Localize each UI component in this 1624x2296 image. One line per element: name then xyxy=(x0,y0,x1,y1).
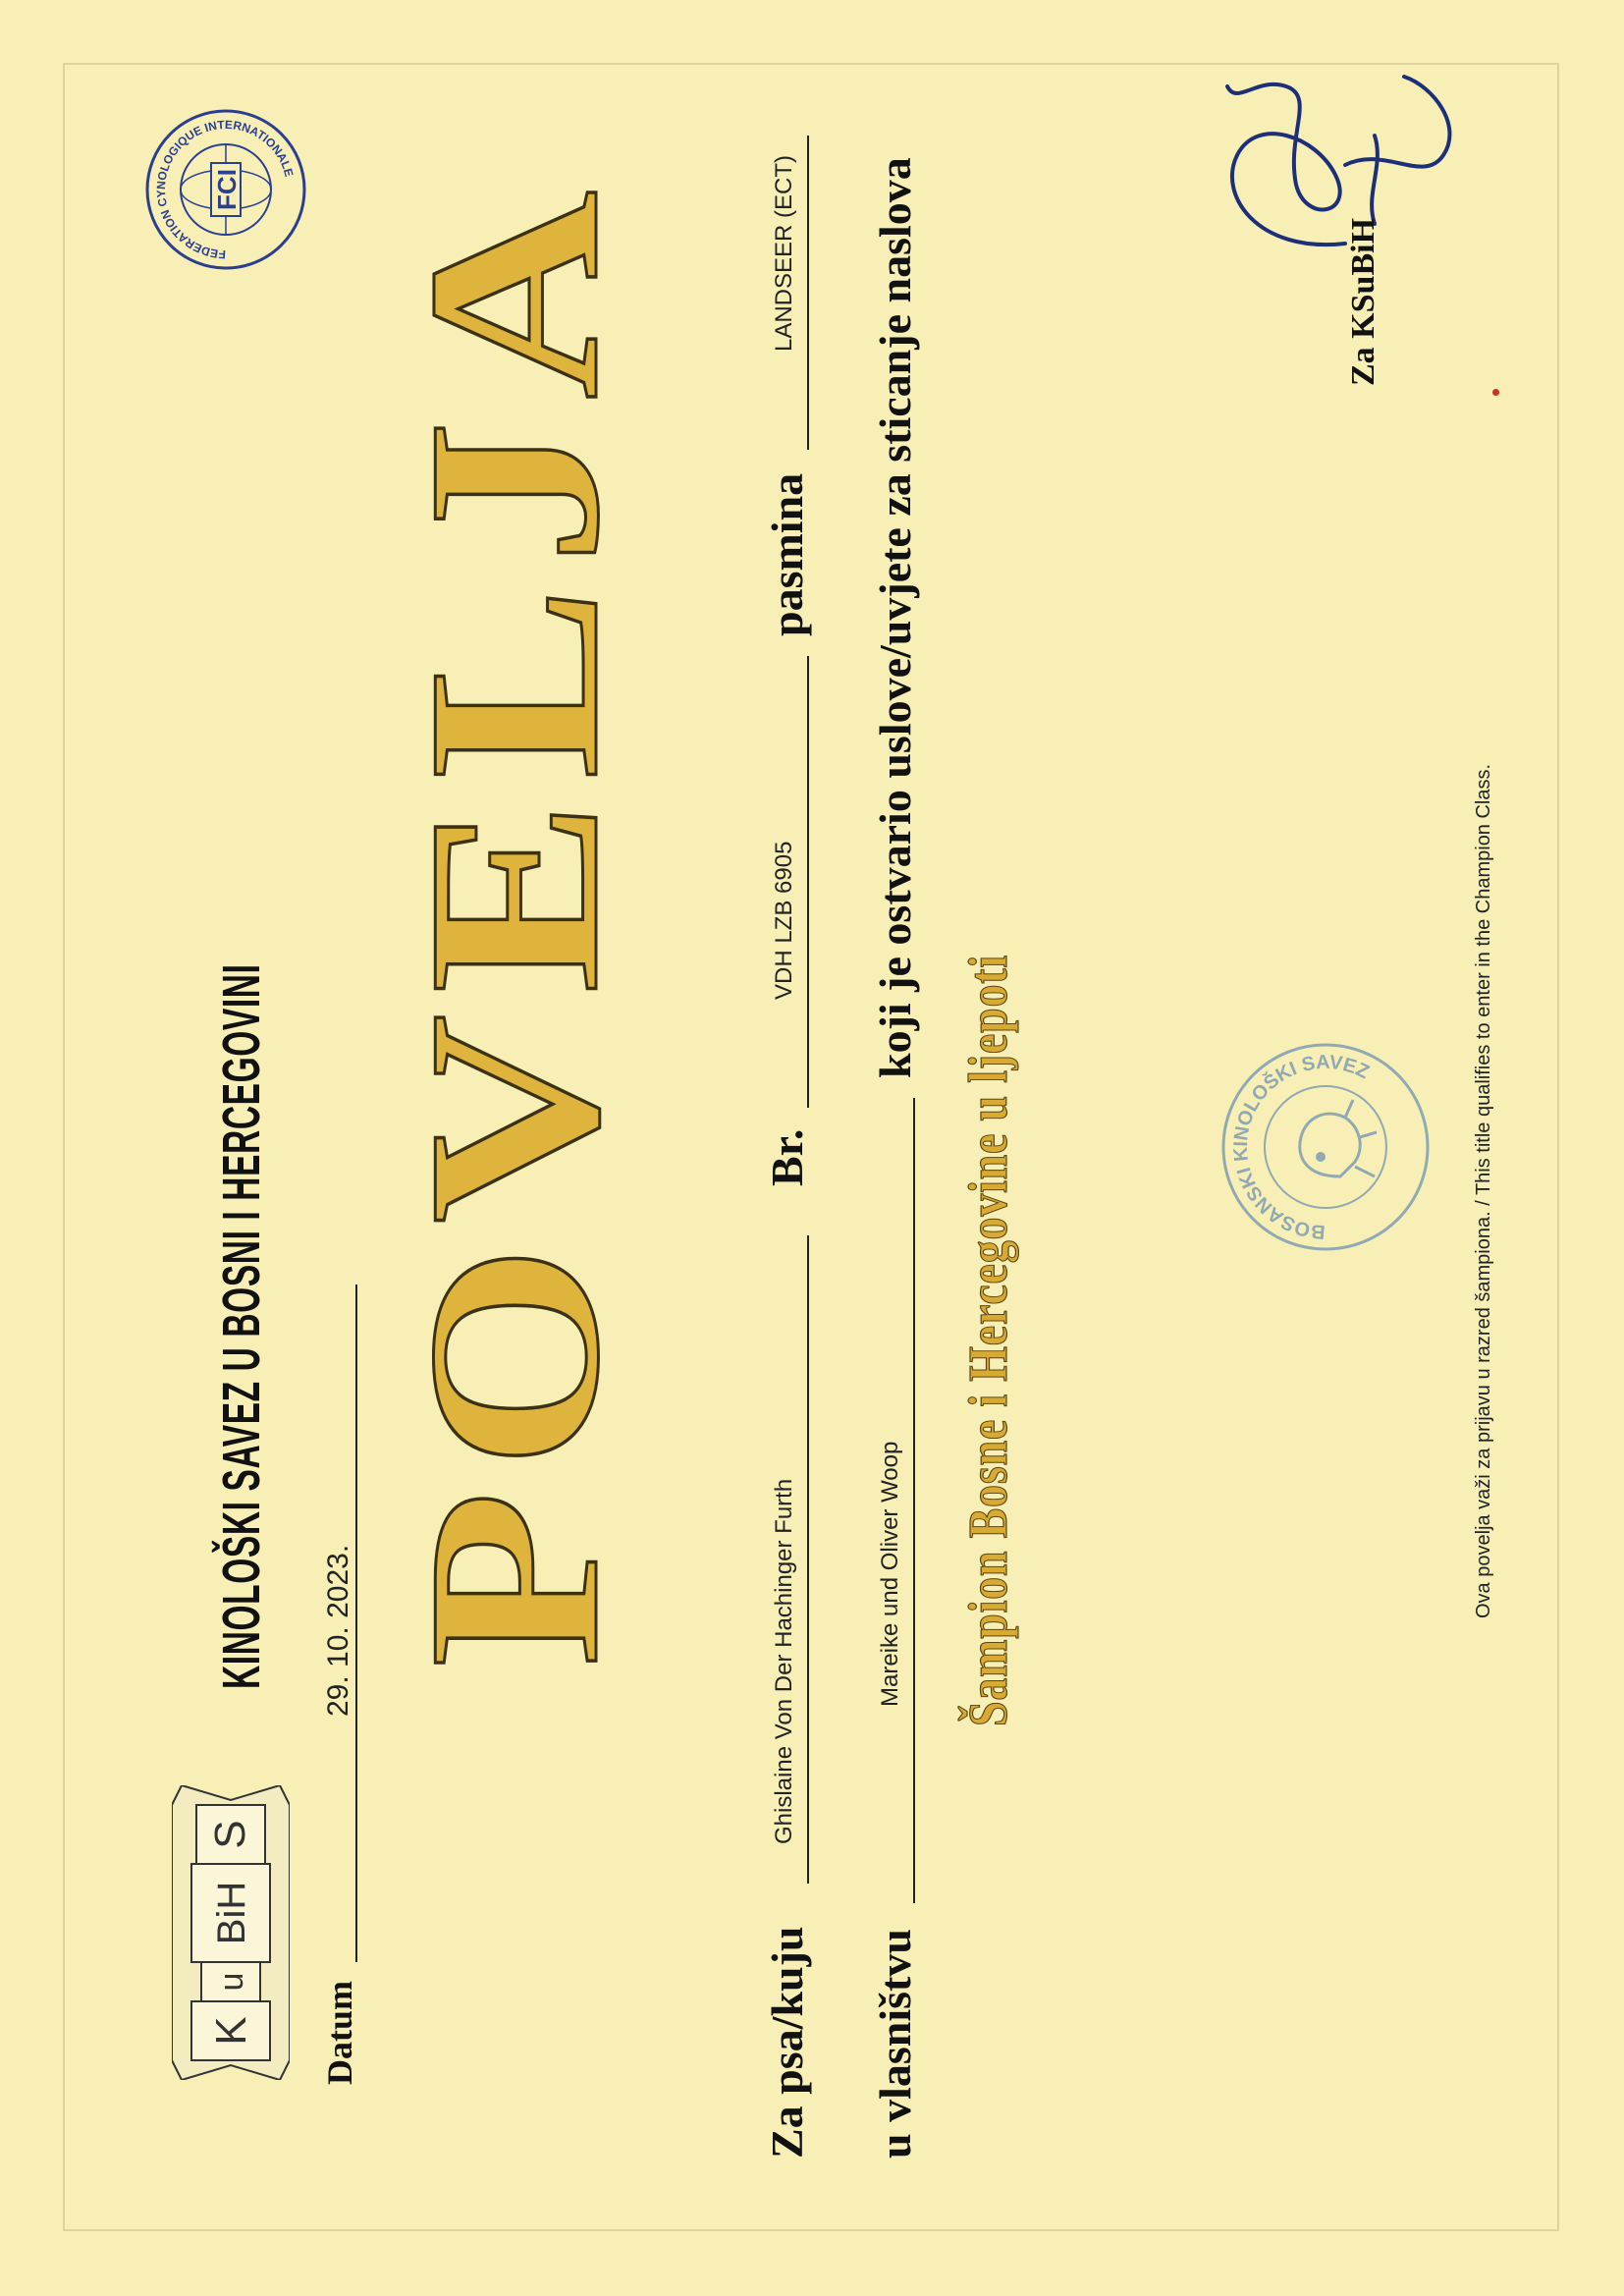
date-underline xyxy=(355,1285,357,1962)
ksubih-logo xyxy=(172,1785,295,2080)
owner-value: Mareike und Oliver Woop xyxy=(877,1441,903,1707)
number-underline xyxy=(807,656,809,1108)
owner-underline xyxy=(913,1098,915,1903)
logo-letters-bih: BiH xyxy=(210,1881,253,1945)
signature-label: Za KSuBiH xyxy=(1345,217,1381,386)
breed-label: pasmina xyxy=(762,472,812,636)
date-label: Datum xyxy=(320,1981,359,2085)
breed-underline xyxy=(807,136,809,450)
number-value: VDH LZB 6905 xyxy=(771,841,797,1000)
logo-letter-k: K xyxy=(207,2016,255,2046)
official-stamp xyxy=(1218,1039,1438,1255)
footnote: Ova povelja važi za prijavu u razred šampiona. / This title qualifies to enter in the Champion Class. xyxy=(1473,763,1494,1618)
dog-name-value: Ghislaine Von Der Hachinger Furth xyxy=(771,1478,797,1844)
date-value: 29. 10. 2023. xyxy=(322,1544,354,1717)
fci-center-text: FCI xyxy=(212,169,242,210)
champion-title: Šampion Bosne i Hercegovine u ljepoti xyxy=(958,955,1019,1726)
certificate-title: POVELJA xyxy=(378,169,650,1667)
dog-underline xyxy=(807,1235,809,1884)
owner-label: u vlasništvu xyxy=(870,1929,920,2159)
breed-value: LANDSEER (ECT) xyxy=(771,154,797,352)
fci-seal xyxy=(142,106,314,273)
fci-ring-text: FEDERATION CYNOLOGIQUE INTERNATIONALE xyxy=(153,117,297,262)
stamp-ring-text: BOSANSKI KINOLOŠKI SAVEZ xyxy=(1229,1051,1373,1243)
logo-letter-u: u xyxy=(213,1972,250,1992)
logo-letter-s: S xyxy=(206,1820,254,1849)
number-label: Br. xyxy=(762,1128,812,1186)
condition-text: koji je ostvario uslove/uvjete za sticanje naslova xyxy=(870,157,920,1078)
dog-label: Za psa/kuju xyxy=(762,1926,812,2159)
organization-header: KINOLOŠKI SAVEZ U BOSNI I HERCEGOVINI xyxy=(212,963,271,1689)
red-dot xyxy=(1492,389,1499,396)
